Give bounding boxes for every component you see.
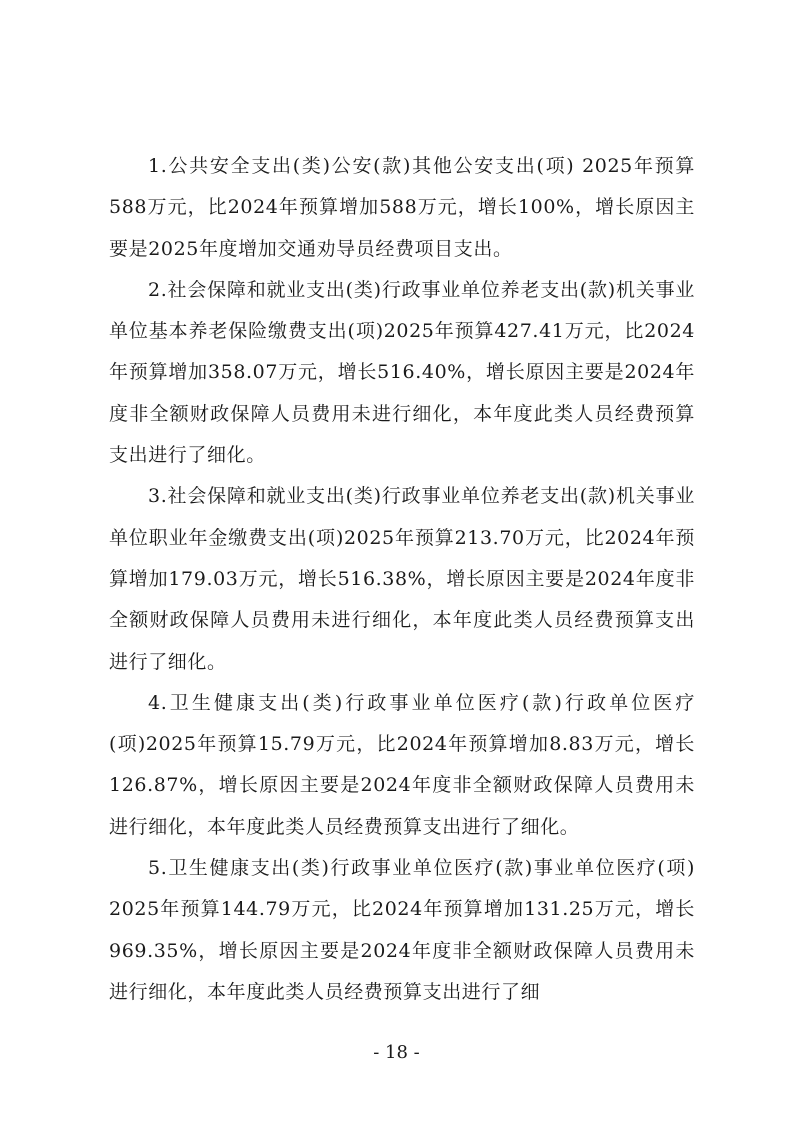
- paragraph-3: 3.社会保障和就业支出(类)行政事业单位养老支出(款)机关事业单位职业年金缴费支出(项)2025年预算213.70万元，比2024年预算增加179.03万元，增长516.38%，增长原因主要是2024年度非全额财政保障人员费用未进行细化，本年度此类人员经费预算支出进行了细化。: [109, 485, 695, 673]
- document-body: [109, 146, 695, 1013]
- paragraph-5: 5.卫生健康支出(类)行政事业单位医疗(款)事业单位医疗(项) 2025年预算144.79万元，比2024年预算增加131.25万元，增长969.35%，增长原因主要是2024年度非全额财政保障人员费用未进行细化，本年度此类人员经费预算支出进行了细: [109, 857, 695, 1003]
- paragraph-1: 1.公共安全支出(类)公安(款)其他公安支出(项) 2025年预算588万元，比2024年预算增加588万元，增长100%，增长原因主要是2025年度增加交通劝导员经费项目支出。: [109, 155, 695, 260]
- page-number: - 18 -: [373, 1042, 420, 1063]
- paragraph-4: 4.卫生健康支出(类)行政事业单位医疗(款)行政单位医疗(项)2025年预算15.79万元，比2024年预算增加8.83万元，增长126.87%，增长原因主要是2024年度非全额财政保障人员费用未进行细化，本年度此类人员经费预算支出进行了细化。: [109, 691, 695, 838]
- paragraph-2: 2.社会保障和就业支出(类)行政事业单位养老支出(款)机关事业单位基本养老保险缴费支出(项)2025年预算427.41万元，比2024年预算增加358.07万元，增长516.40%，增长原因主要是2024年度非全额财政保障人员费用未进行细化，本年度此类人员经费预算支出进行了细化。: [109, 278, 695, 467]
